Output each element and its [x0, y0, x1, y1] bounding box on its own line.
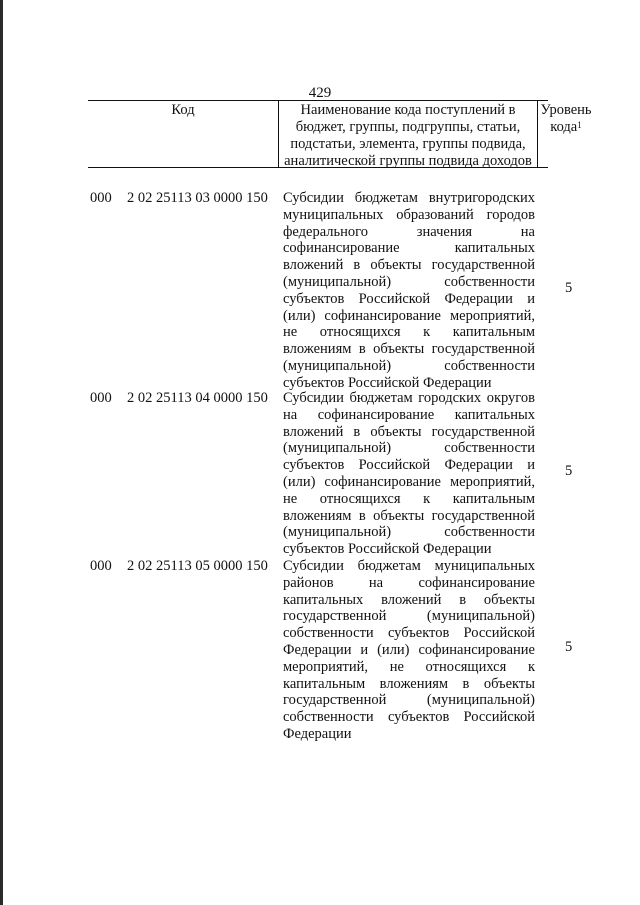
header-level-label: Уровень кода: [540, 102, 592, 135]
header-level-footnote: 1: [577, 120, 582, 130]
header-code: Код: [171, 102, 195, 118]
row-code: 2 02 25113 04 0000 150: [127, 390, 268, 406]
row-level: 5: [565, 639, 573, 655]
page-number: 429: [308, 85, 332, 101]
row-name: Субсидии бюджетам муниципальных районов на софинансирование капитальных вложений в объекты государственной (муниципальной) собственности субъектов Российской Федерации и (или) софинансирование мероприятий, не относящихся к капитальным вложениям в объекты государственной (муниципальной) собственности субъектов Российской Федерации: [283, 558, 535, 742]
row-name: Субсидии бюджетам городских округов на софинансирование капитальных вложений в объекты государственной (муниципальной) собственности субъектов Российской Федерации и (или) софинансирование мероприятий, не относящихся к капитальным вложениям в объекты государственной (муниципальной) собственности субъектов Российской Федерации: [283, 390, 535, 558]
row-prefix: 000: [90, 390, 112, 406]
header-divider: [278, 101, 279, 167]
scan-edge: [0, 0, 3, 905]
header-level: [533, 102, 599, 136]
row-prefix: 000: [90, 558, 112, 574]
table-header: [88, 100, 592, 169]
header-name: Наименование кода поступлений в бюджет, группы, подгруппы, статьи, подстатьи, элемента, группы подвида, аналитической группы подвида доходов: [284, 102, 532, 169]
row-code: 2 02 25113 03 0000 150: [127, 190, 268, 206]
row-name: Субсидии бюджетам внутригородских муниципальных образований городов федерального значения на софинансирование капитальных вложений в объекты государственной (муниципальной) собственности субъектов Российской Федерации и (или) софинансирование мероприятий, не относящихся к капитальным вложениям в объекты государственной (муниципальной) собственности субъектов Российской Федерации: [283, 190, 535, 391]
row-code: 2 02 25113 05 0000 150: [127, 558, 268, 574]
row-prefix: 000: [90, 190, 112, 206]
row-level: 5: [565, 280, 573, 296]
row-level: 5: [565, 463, 573, 479]
